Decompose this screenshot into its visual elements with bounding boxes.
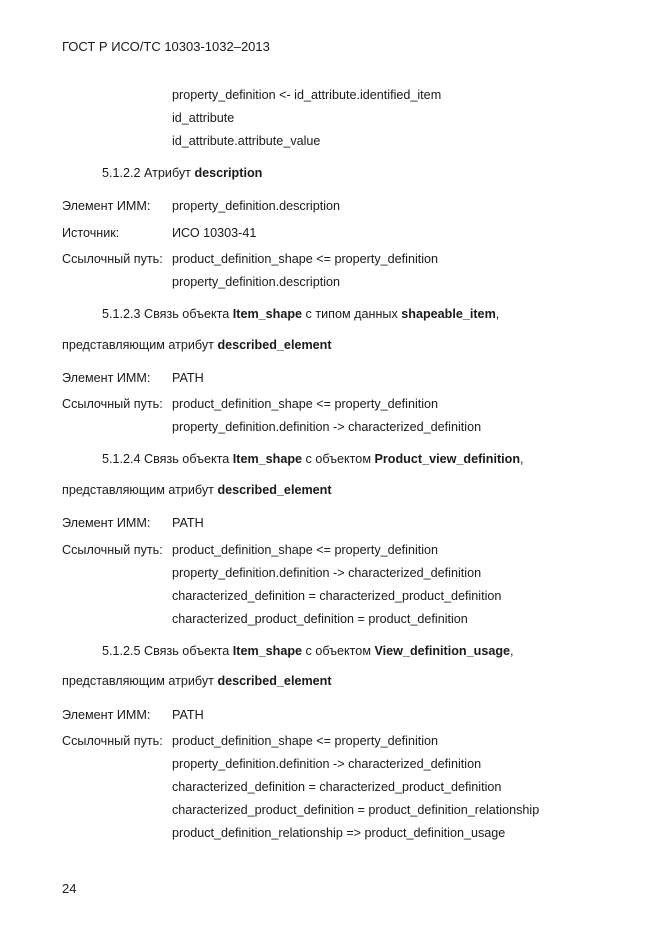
section-heading-5122 bbox=[102, 166, 262, 181]
heading-text: с объектом bbox=[302, 452, 375, 466]
element-value: PATH bbox=[172, 708, 204, 722]
ref-path-line: characterized_product_definition = product_definition_relationship bbox=[172, 803, 540, 817]
mapping-line: property_definition <- id_attribute.identified_item bbox=[172, 88, 442, 102]
heading-text: с типом данных bbox=[302, 307, 402, 321]
ref-path-line: characterized_definition = characterized_product_definition bbox=[172, 589, 502, 603]
ref-path-line: property_definition.definition -> characterized_definition bbox=[172, 420, 482, 434]
ref-path-label: Ссылочный путь: bbox=[62, 734, 163, 748]
document-header: ГОСТ Р ИСО/ТС 10303-1032–2013 bbox=[62, 39, 270, 54]
ref-path-line: product_definition_shape <= property_definition bbox=[172, 252, 439, 266]
section-heading-5125 bbox=[102, 644, 514, 659]
heading-bold-term: Product_view_definition bbox=[374, 452, 521, 466]
ref-path-line: product_definition_relationship => product_definition_usage bbox=[172, 826, 506, 840]
heading-text: с объектом bbox=[302, 644, 375, 658]
heading-text: , bbox=[520, 452, 524, 466]
section-heading-5123 bbox=[102, 307, 499, 322]
ref-path-line: property_definition.definition -> characterized_definition bbox=[172, 566, 482, 580]
element-label: Элемент ИММ: bbox=[62, 708, 151, 722]
heading-text: 5.1.2.3 Связь объекта bbox=[102, 307, 233, 321]
source-label: Источник: bbox=[62, 226, 120, 240]
ref-path-line: product_definition_shape <= property_definition bbox=[172, 734, 439, 748]
heading-text: , bbox=[510, 644, 514, 658]
heading-bold-term: description bbox=[194, 166, 263, 180]
element-label: Элемент ИММ: bbox=[62, 199, 151, 213]
heading-bold-term: View_definition_usage bbox=[374, 644, 511, 658]
element-value: property_definition.description bbox=[172, 199, 341, 213]
continuation-text: представляющим атрибут bbox=[62, 338, 218, 352]
ref-path-label: Ссылочный путь: bbox=[62, 397, 163, 411]
heading-text: 5.1.2.2 Атрибут bbox=[102, 166, 195, 180]
ref-path-line: product_definition_shape <= property_definition bbox=[172, 397, 439, 411]
continuation-text: представляющим атрибут bbox=[62, 674, 218, 688]
mapping-line: id_attribute.attribute_value bbox=[172, 134, 321, 148]
section-continuation bbox=[62, 483, 332, 498]
section-continuation bbox=[62, 338, 332, 353]
heading-bold-term: Item_shape bbox=[232, 644, 303, 658]
heading-bold-term: shapeable_item bbox=[401, 307, 496, 321]
mapping-line: id_attribute bbox=[172, 111, 235, 125]
source-value: ИСО 10303-41 bbox=[172, 226, 257, 240]
element-value: PATH bbox=[172, 516, 204, 530]
ref-path-line: property_definition.description bbox=[172, 275, 341, 289]
heading-bold-term: Item_shape bbox=[232, 452, 303, 466]
heading-text: 5.1.2.5 Связь объекта bbox=[102, 644, 233, 658]
section-heading-5124 bbox=[102, 452, 524, 467]
continuation-bold-term: described_element bbox=[217, 483, 332, 497]
ref-path-line: characterized_product_definition = product_definition bbox=[172, 612, 468, 626]
heading-text: 5.1.2.4 Связь объекта bbox=[102, 452, 233, 466]
ref-path-line: property_definition.definition -> characterized_definition bbox=[172, 757, 482, 771]
element-value: PATH bbox=[172, 371, 204, 385]
ref-path-line: product_definition_shape <= property_definition bbox=[172, 543, 439, 557]
section-continuation bbox=[62, 674, 332, 689]
heading-text: , bbox=[495, 307, 500, 321]
continuation-bold-term: described_element bbox=[217, 338, 332, 352]
heading-bold-term: Item_shape bbox=[232, 307, 303, 321]
ref-path-label: Ссылочный путь: bbox=[62, 252, 163, 266]
ref-path-label: Ссылочный путь: bbox=[62, 543, 163, 557]
ref-path-line: characterized_definition = characterized_product_definition bbox=[172, 780, 502, 794]
element-label: Элемент ИММ: bbox=[62, 371, 151, 385]
element-label: Элемент ИММ: bbox=[62, 516, 151, 530]
continuation-bold-term: described_element bbox=[217, 674, 332, 688]
continuation-text: представляющим атрибут bbox=[62, 483, 218, 497]
page-number: 24 bbox=[62, 881, 77, 896]
